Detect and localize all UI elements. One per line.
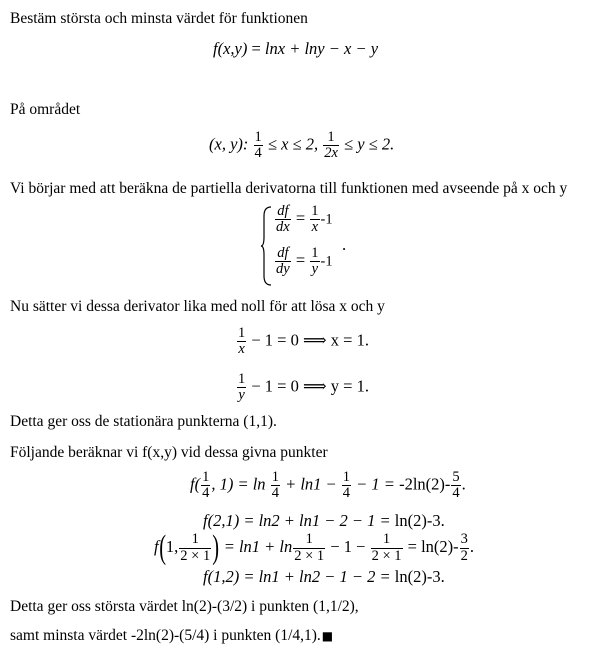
derivative-row-y: $\frac{df}{dy}$ = $\frac{1}{y}$ -1 bbox=[276, 245, 333, 278]
region-frac-1: $\frac{1}{4}$ bbox=[254, 129, 262, 162]
zero-intro: Nu sätter vi dessa derivator lika med noll för att lösa x och y bbox=[10, 298, 385, 315]
equation-x: $\frac{1}{x}$ − 1 = 0 ⟹ x = 1. bbox=[238, 325, 369, 358]
region-label: På området bbox=[10, 101, 81, 118]
region-frac-2: $\frac{1}{2x}$ bbox=[324, 129, 338, 162]
min-text bbox=[10, 627, 333, 645]
qed-square-icon: ■ bbox=[321, 629, 334, 643]
min-text-body: samt minsta värdet -2ln(2)-(5/4) i punkten (1/4,1). bbox=[10, 627, 321, 644]
function-equals: = bbox=[247, 39, 265, 58]
region-post: ≤ y ≤ 2. bbox=[344, 134, 395, 154]
calc-one-two: f(1,2) = ln1 + ln2 − 1 − 2 = ln(2)-3. bbox=[203, 567, 445, 586]
region-mid: ≤ x ≤ 2, bbox=[267, 134, 319, 154]
derivative-intro: Vi börjar med att beräkna de partiella derivatorna till funktionen med avseende på x och y bbox=[10, 180, 568, 197]
derivative-row-x: $\frac{df}{dx}$ = $\frac{1}{x}$ -1 bbox=[276, 203, 333, 236]
function-lhs: f(x,y) bbox=[213, 39, 248, 58]
equation-y: $\frac{1}{y}$ − 1 = 0 ⟹ y = 1. bbox=[238, 371, 369, 404]
max-text: Detta ger oss största värdet ln(2)-(3/2) i punkten (1,1/2), bbox=[10, 598, 359, 615]
region-definition bbox=[209, 130, 394, 161]
calc-two-one: f(2,1) = ln2 + ln1 − 2 − 1 = ln(2)-3. bbox=[203, 511, 445, 530]
function-definition bbox=[213, 40, 378, 59]
compute-intro: Följande beräknar vi f(x,y) vid dessa givna punkter bbox=[10, 444, 328, 461]
stationary-text: Detta ger oss de stationära punkterna (1,1). bbox=[10, 413, 277, 430]
brace-icon bbox=[260, 206, 272, 286]
derivative-system bbox=[260, 204, 348, 288]
calc-one-half: f(1, $\frac{1}{2 \times 1}$ ) = ln1 + ln $\frac{1}{2 \times 1}$ − 1 − $\frac{1}{2 \times 1}$ = ln(2)- $\frac{3}{2}$ . bbox=[154, 529, 475, 566]
system-period: . bbox=[342, 235, 347, 254]
calc-quarter-one: f( $\frac{1}{4}$ , 1) = ln $\frac{1}{4}$ + ln1 − $\frac{1}{4}$ − 1 = -2ln(2)- $\frac{5}{4}$ . bbox=[190, 469, 466, 502]
function-rhs: lnx + lny − x − y bbox=[264, 39, 379, 58]
intro-text: Bestäm största och minsta värdet för funktionen bbox=[10, 10, 308, 27]
region-prefix: (x, y): bbox=[209, 134, 249, 154]
